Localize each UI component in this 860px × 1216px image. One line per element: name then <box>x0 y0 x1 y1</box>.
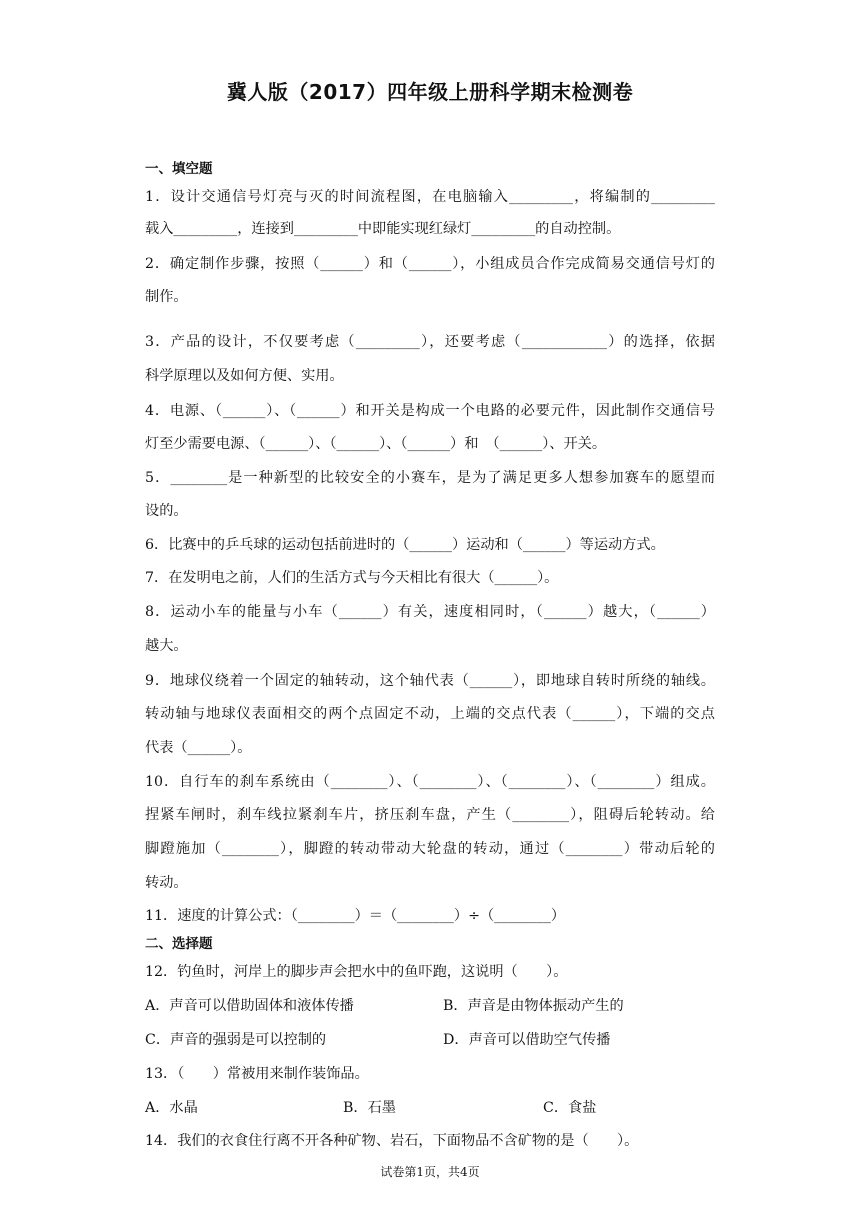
question-13-option-c: C．食盐 <box>543 1100 597 1116</box>
section-heading-fill-in: 一、填空题 <box>145 161 213 177</box>
question-12-option-c: C．声音的强弱是可以控制的 <box>145 1032 327 1048</box>
question-9-line-2: 转动轴与地球仪表面相交的两个点固定不动，上端的交点代表（______），下端的交点 <box>145 706 715 722</box>
question-3-line-2: 科学原理以及如何方便、实用。 <box>145 368 344 384</box>
question-2-line-1: 2．确定制作步骤，按照（______）和（______），小组成员合作完成简易交通信号灯的 <box>145 256 715 272</box>
question-1-line-2: 载入_________，连接到_________中即能实现红绿灯_________的自动控制。 <box>145 221 621 237</box>
question-4-line-2: 灯至少需要电源、（______）、（______）、（______）和 （______）、开关。 <box>145 436 607 452</box>
question-10-line-2: 捏紧车闸时，刹车线拉紧刹车片，挤压刹车盘，产生（________），阻碍后轮转动。给 <box>145 807 715 823</box>
question-1-line-1: 1．设计交通信号灯亮与灭的时间流程图，在电脑输入_________，将编制的_________ <box>145 189 715 205</box>
question-4-line-1: 4．电源、（______）、（______）和开关是构成一个电路的必要元件，因此制作交通信号 <box>145 403 715 419</box>
question-6: 6．比赛中的乒乓球的运动包括前进时的（______）运动和（______）等运动方式。 <box>145 537 665 553</box>
question-13-option-a: A．水晶 <box>145 1100 198 1116</box>
question-8-line-2: 越大。 <box>145 638 188 654</box>
question-10-line-3: 脚蹬施加（________），脚蹬的转动带动大轮盘的转动，通过（________）带动后轮的 <box>145 841 715 857</box>
question-5-line-2: 设的。 <box>145 503 188 519</box>
question-14-stem: 14．我们的衣食住行离不开各种矿物、岩石，下面物品不含矿物的是（ ）。 <box>145 1133 639 1149</box>
question-7: 7．在发明电之前，人们的生活方式与今天相比有很大（______）。 <box>145 570 559 586</box>
section-heading-choice: 二、选择题 <box>145 936 213 952</box>
question-9-line-1: 9．地球仪绕着一个固定的轴转动，这个轴代表（______），即地球自转时所绕的轴线。 <box>145 673 715 689</box>
page-footer: 试卷第1页，共4页 <box>380 1165 480 1179</box>
question-2-line-2: 制作。 <box>145 289 188 305</box>
question-13-stem: 13．（ ）常被用来制作装饰品。 <box>145 1066 369 1082</box>
question-12-option-a: A．声音可以借助固体和液体传播 <box>145 998 354 1014</box>
question-12-option-d: D．声音可以借助空气传播 <box>443 1032 611 1048</box>
question-11: 11．速度的计算公式：（________）＝（________）÷（________） <box>145 908 566 924</box>
page-title: 冀人版（2017）四年级上册科学期末检测卷 <box>226 80 634 104</box>
question-5-line-1: 5．________是一种新型的比较安全的小赛车，是为了满足更多人想参加赛车的愿望而 <box>145 470 715 486</box>
question-8-line-1: 8．运动小车的能量与小车（______）有关，速度相同时，（______）越大，（______） <box>145 604 715 620</box>
question-10-line-4: 转动。 <box>145 875 188 891</box>
question-3-line-1: 3．产品的设计，不仅要考虑（_________），还要考虑（____________）的选择，依据 <box>145 334 715 350</box>
question-13-option-b: B．石墨 <box>343 1100 396 1116</box>
question-12-stem: 12．钓鱼时，河岸上的脚步声会把水中的鱼吓跑，这说明（ ）。 <box>145 964 568 980</box>
question-12-option-b: B．声音是由物体振动产生的 <box>443 998 624 1014</box>
question-9-line-3: 代表（______）。 <box>145 740 252 756</box>
question-10-line-1: 10．自行车的刹车系统由（________）、（________）、（________）、（________）组成。 <box>145 774 715 790</box>
